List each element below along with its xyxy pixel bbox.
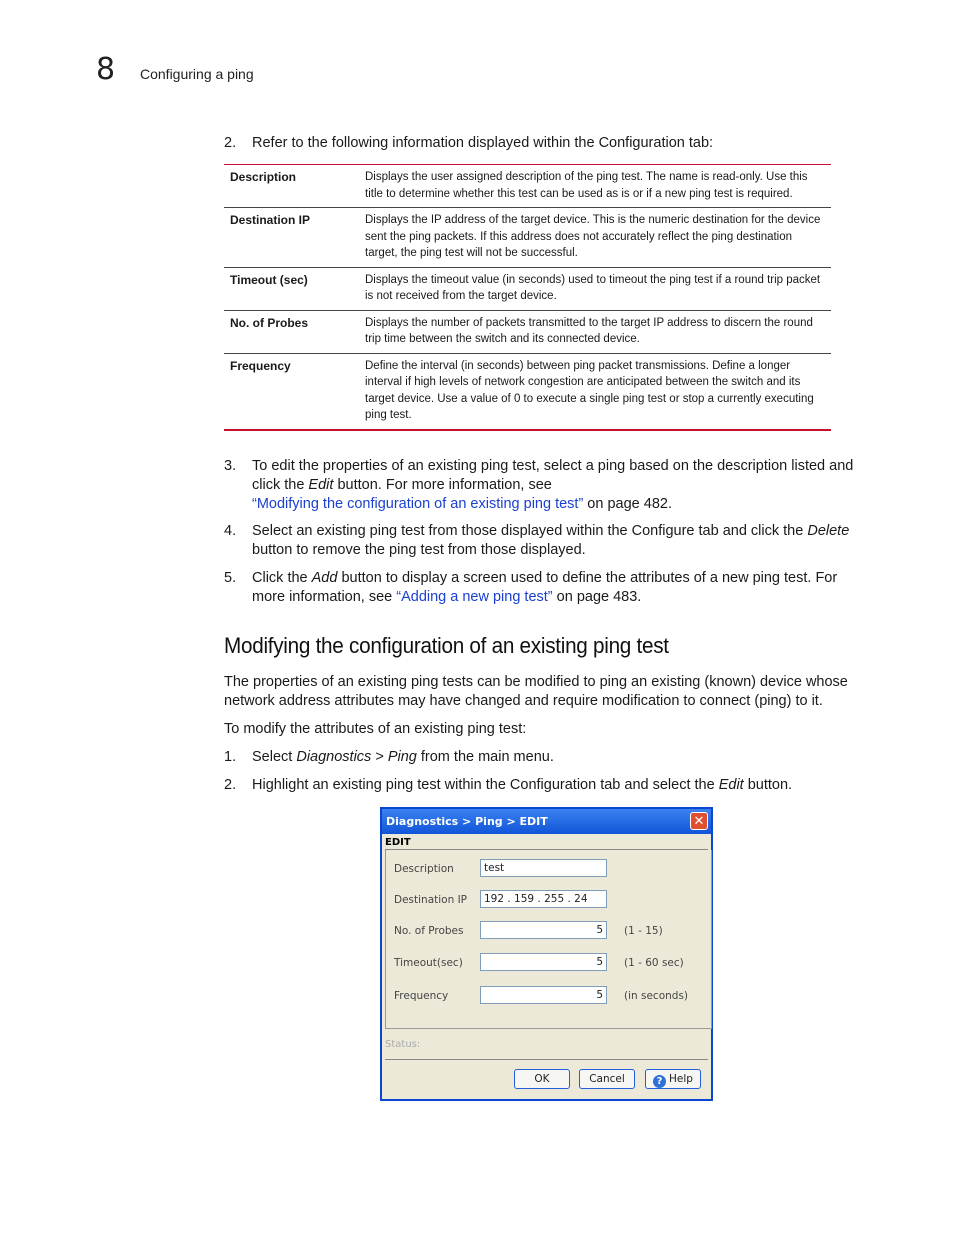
text-run: Click the: [252, 570, 312, 586]
text-run: >: [371, 749, 388, 765]
desc-cell: Displays the timeout value (in seconds) used to timeout the ping test if a round trip packet is not received from the target device.: [359, 267, 831, 310]
status-label: Status:: [385, 1039, 421, 1050]
frequency-field[interactable]: 5: [480, 986, 607, 1004]
timeout-label: Timeout(sec): [394, 957, 463, 969]
cross-reference-link[interactable]: “Modifying the configuration of an existing ping test”: [252, 496, 584, 512]
text-run: To edit the properties of an existing ping test, select a ping based on the description listed and click the: [252, 458, 854, 493]
term-cell: Frequency: [230, 358, 291, 373]
term-cell: Description: [224, 165, 359, 208]
close-icon[interactable]: ✕: [690, 812, 708, 830]
text-run: Highlight an existing ping test within the Configuration tab and select the: [252, 777, 719, 793]
step-number: 2.: [224, 135, 237, 151]
text-run: Select: [252, 749, 297, 765]
step-number: 3.: [224, 458, 237, 474]
probes-field[interactable]: 5: [480, 921, 607, 939]
help-button-label: Help: [669, 1073, 693, 1085]
text-run: from the main menu.: [416, 749, 554, 765]
desc-cell: Define the interval (in seconds) between ping packet transmissions. Define a longer interval if high levels of network congestion are anticipated between the switch and its target device. Use a value of 0 to execute a single ping test or stop a currently executing ping test.: [365, 359, 814, 421]
ok-button[interactable]: OK: [514, 1069, 570, 1089]
emphasis: Add: [311, 570, 338, 586]
description-label: Description: [394, 863, 454, 875]
text-run: button.: [743, 777, 793, 793]
emphasis: Edit: [308, 477, 334, 493]
term-cell: Destination IP: [224, 208, 359, 268]
help-icon: ?: [653, 1075, 666, 1088]
section-label: EDIT: [385, 837, 411, 848]
section-paragraph: The properties of an existing ping tests can be modified to ping an existing (known) device whose network address attributes may have changed and require modification to connect (ping) to it.: [224, 674, 848, 709]
step-text: [252, 569, 872, 607]
step-text: [252, 457, 872, 514]
desc-cell: Displays the user assigned description of the ping test. The name is read-only. Use this title to determine whether this test can be used as is or if a new ping test is required.: [359, 165, 831, 208]
text-run: Select an existing ping test from those displayed within the Configure tab and click the: [252, 523, 808, 539]
description-field[interactable]: test: [480, 859, 607, 877]
step-text: [252, 522, 872, 560]
table-row: [224, 208, 831, 268]
section-paragraph: To modify the attributes of an existing ping test:: [224, 721, 527, 737]
desc-cell: Displays the number of packets transmitted to the target IP address to discern the round trip time between the switch and its connected device.: [359, 310, 831, 353]
dialog-title-bar: [382, 809, 711, 834]
ping-edit-dialog: [380, 807, 713, 1101]
step-number: 2.: [224, 777, 237, 793]
table-row: [224, 310, 831, 353]
table-row: [224, 353, 831, 430]
term-cell: No. of Probes: [224, 310, 359, 353]
dialog-title: Diagnostics > Ping > EDIT: [386, 815, 548, 828]
table-row: [224, 165, 831, 208]
table-row: [224, 267, 831, 310]
destination-ip-field[interactable]: 192 . 159 . 255 . 24: [480, 890, 607, 908]
timeout-hint: (1 - 60 sec): [624, 957, 684, 969]
timeout-field[interactable]: 5: [480, 953, 607, 971]
emphasis: Edit: [718, 777, 744, 793]
cancel-button[interactable]: Cancel: [579, 1069, 635, 1089]
text-run: on page 483.: [552, 589, 642, 605]
probes-hint: (1 - 15): [624, 925, 663, 937]
chapter-title: Configuring a ping: [140, 66, 254, 82]
text-run: button to display a screen used to define the attributes of a new ping test. For more information, see: [252, 570, 838, 605]
text-run: on page 482.: [583, 496, 672, 512]
emphasis: Delete: [807, 523, 850, 539]
step-text: Refer to the following information displayed within the Configuration tab:: [252, 135, 714, 151]
help-button[interactable]: [645, 1069, 701, 1089]
step-number: 1.: [224, 749, 237, 765]
emphasis: Ping: [387, 749, 417, 765]
frequency-label: Frequency: [394, 990, 449, 1002]
section-heading: Modifying the configuration of an existing ping test: [224, 633, 669, 658]
frequency-hint: (in seconds): [624, 990, 689, 1002]
step-text: [252, 776, 872, 795]
divider: [385, 1059, 708, 1060]
desc-cell: Displays the IP address of the target device. This is the numeric destination for the device sent the ping packets. If this address does not accurately reflect the ping destination target, the ping test will not be successful.: [359, 208, 831, 268]
emphasis: Diagnostics: [296, 749, 372, 765]
step-text: [252, 748, 872, 767]
configuration-info-table: [224, 164, 831, 431]
cross-reference-link[interactable]: “Adding a new ping test”: [396, 589, 553, 605]
step-number: 5.: [224, 570, 237, 586]
step-number: 4.: [224, 523, 237, 539]
text-run: button. For more information, see: [333, 477, 552, 493]
destination-ip-label: Destination IP: [394, 894, 468, 906]
chapter-number: 8: [96, 52, 116, 87]
text-run: button to remove the ping test from those displayed.: [252, 542, 586, 558]
term-cell: Timeout (sec): [224, 267, 359, 310]
probes-label: No. of Probes: [394, 925, 464, 937]
